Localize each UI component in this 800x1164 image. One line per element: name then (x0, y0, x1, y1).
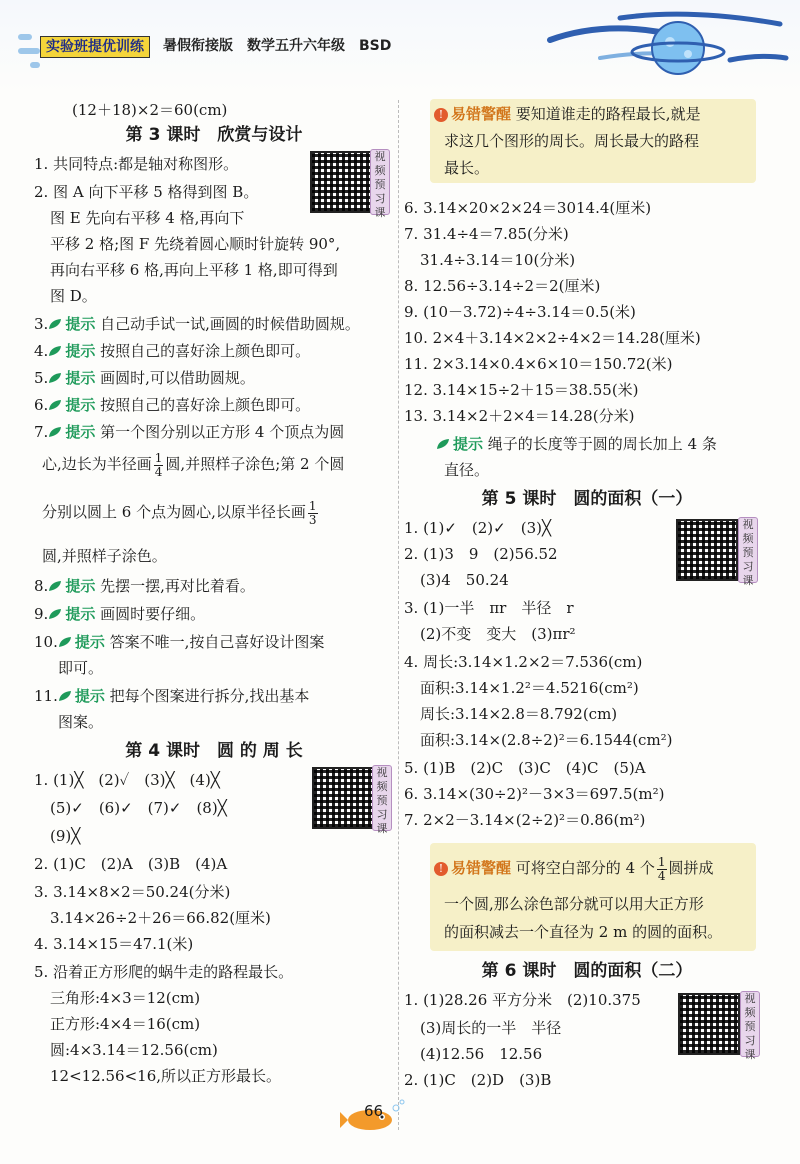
fraction (657, 856, 667, 883)
planet-icon (540, 10, 790, 80)
answer-line: 1. (1)╳ (2)✓ (3)╳ (4)╳ (34, 771, 220, 789)
answer-line: 7. 2×2－3.14×(2÷2)²＝0.86(m²) (404, 811, 646, 829)
hint-text: 先摆一摆,再对比着看。 (100, 577, 255, 595)
leaf-icon (58, 690, 72, 702)
header-decor-bar (30, 62, 40, 68)
hint-line (34, 340, 310, 362)
fraction-numerator: 1 (308, 498, 317, 513)
fraction-denominator: 4 (657, 868, 666, 883)
answer-line: 正方形:4×4＝16(cm) (50, 1015, 201, 1033)
page-number: 66 (364, 1102, 384, 1120)
leaf-icon (58, 636, 72, 648)
item-number: 7. (34, 423, 49, 441)
qr-code[interactable] (312, 767, 374, 829)
lesson-6-title: 第 6 课时 圆的面积（二） (481, 961, 693, 981)
item-number: 8. (34, 577, 49, 595)
warning-label: 易错警醒 (451, 859, 512, 877)
answer-line: 图 D。 (50, 287, 97, 305)
item-number: 6. (34, 396, 49, 414)
answer-line: 9. (10－3.72)÷4÷3.14＝0.5(米) (404, 303, 636, 321)
answer-line: 图 E 先向右平移 4 格,再向下 (50, 209, 245, 227)
hint-line (34, 685, 309, 707)
hint-label: 提示 (65, 423, 96, 441)
answer-line: (2)不变 变大 (3)πr² (420, 625, 576, 643)
answer-line: 平移 2 格;图 F 先绕着圆心顺时针旋转 90°, (50, 235, 341, 253)
hint-text: 心,边长为半径画 (42, 455, 152, 473)
answer-line: 2. (1)C (2)D (3)B (404, 1071, 552, 1089)
hint-line (34, 421, 344, 443)
answer-line: 13. 3.14×2＋2×4＝14.28(分米) (404, 407, 635, 425)
hint-text: 画圆时要仔细。 (100, 605, 206, 623)
answer-line: (4)12.56 12.56 (420, 1045, 543, 1063)
hint-line (42, 447, 344, 481)
qr-code[interactable] (678, 993, 740, 1055)
warning-line: 求这几个图形的周长。周长最大的路程 (444, 132, 700, 150)
item-number: 9. (34, 605, 49, 623)
leaf-icon (48, 372, 62, 384)
hint-text: 第一个图分别以正方形 4 个顶点为圆 (100, 423, 345, 441)
answer-line: 2. 图 A 向下平移 5 格得到图 B。 (34, 183, 259, 201)
item-number: 3. (34, 315, 49, 333)
carry-line: (12＋18)×2＝60(cm) (72, 101, 228, 119)
qr-tag: 视频预习课 (740, 991, 760, 1057)
leaf-icon (48, 580, 62, 592)
answer-line: 6. 3.14×20×2×24＝3014.4(厘米) (404, 199, 652, 217)
leaf-icon (436, 438, 450, 450)
leaf-icon (48, 426, 62, 438)
leaf-icon (48, 608, 62, 620)
fraction-denominator: 3 (308, 512, 317, 527)
answer-line: 2. (1)3 9 (2)56.52 (404, 545, 558, 563)
exclamation-icon: ! (434, 862, 448, 876)
hint-line (436, 433, 717, 455)
answer-line: 3. 3.14×8×2＝50.24(分米) (34, 883, 231, 901)
answer-line: 圆:4×3.14＝12.56(cm) (50, 1041, 218, 1059)
item-number: 11. (34, 687, 58, 705)
warning-text: 圆拼成 (668, 859, 714, 877)
fraction-numerator: 1 (154, 450, 163, 465)
warning-line: 最长。 (444, 159, 490, 177)
answer-line: 周长:3.14×2.8＝8.792(cm) (420, 705, 618, 723)
answer-line: 面积:3.14×1.2²＝4.5216(cm²) (420, 679, 639, 697)
answer-line: 12<12.56<16,所以正方形最长。 (50, 1067, 282, 1085)
answer-line: 7. 31.4÷4＝7.85(分米) (404, 225, 569, 243)
answer-line: 5. (1)B (2)C (3)C (4)C (5)A (404, 759, 646, 777)
hint-label: 提示 (65, 342, 96, 360)
answer-line: 12. 3.14×15÷2＋15＝38.55(米) (404, 381, 639, 399)
hint-label: 提示 (65, 369, 96, 387)
answer-line: 6. 3.14×(30÷2)²－3×3＝697.5(m²) (404, 785, 665, 803)
qr-code[interactable] (310, 151, 372, 213)
answer-line: 4. 周长:3.14×1.2×2＝7.536(cm) (404, 653, 643, 671)
hint-label: 提示 (65, 315, 96, 333)
answer-line: 4. 3.14×15＝47.1(米) (34, 935, 194, 953)
series-badge: 实验班提优训练 (40, 36, 150, 58)
hint-line: 即可。 (58, 659, 104, 677)
hint-text: 圆,并照样子涂色;第 2 个圆 (165, 455, 345, 473)
answer-line: (3)4 50.24 (420, 571, 509, 589)
hint-line: 圆,并照样子涂色。 (42, 547, 167, 565)
item-number: 5. (34, 369, 49, 387)
hint-line (34, 394, 310, 416)
hint-label: 提示 (65, 577, 96, 595)
answer-line: 5. 沿着正方形爬的蜗牛走的路程最长。 (34, 963, 294, 981)
answer-line: 31.4÷3.14＝10(分米) (420, 251, 576, 269)
answer-line: (3)周长的一半 半径 (420, 1019, 562, 1037)
hint-label: 提示 (65, 396, 96, 414)
warning-line: 一个圆,那么涂色部分就可以用大正方形 (444, 895, 704, 913)
hint-line (34, 631, 324, 653)
warning-line: 的面积减去一个直径为 2 m 的圆的面积。 (444, 923, 723, 941)
answer-line: 3.14×26÷2＋26＝66.82(厘米) (50, 909, 271, 927)
hint-label: 提示 (74, 633, 105, 651)
fraction (154, 452, 164, 479)
fraction-denominator: 4 (154, 464, 163, 479)
leaf-icon (48, 318, 62, 330)
qr-code[interactable] (676, 519, 738, 581)
answer-line: 再向右平移 6 格,再向上平移 1 格,即可得到 (50, 261, 338, 279)
qr-tag: 视频预习课 (372, 765, 392, 831)
item-number: 4. (34, 342, 49, 360)
hint-text: 画圆时,可以借助圆规。 (100, 369, 255, 387)
hint-text: 按照自己的喜好涂上颜色即可。 (100, 342, 311, 360)
answer-line: 三角形:4×3＝12(cm) (50, 989, 201, 1007)
hint-line (34, 313, 360, 335)
hint-line (34, 603, 205, 625)
hint-text: 分别以圆上 6 个点为圆心,以原半径长画 (42, 503, 306, 521)
header-decor-bar (18, 48, 40, 54)
answer-line: 面积:3.14×(2.8÷2)²＝6.1544(cm²) (420, 731, 673, 749)
lesson-3-title: 第 3 课时 欣赏与设计 (125, 125, 303, 145)
hint-line (42, 495, 320, 529)
hint-line: 图案。 (58, 713, 104, 731)
hint-label: 提示 (453, 435, 484, 453)
fraction (308, 500, 318, 527)
hint-label: 提示 (65, 605, 96, 623)
answer-line: 11. 2×3.14×0.4×6×10＝150.72(米) (404, 355, 673, 373)
answer-line: 3. (1)一半 πr 半径 r (404, 599, 574, 617)
leaf-icon (48, 399, 62, 411)
header-decor-bar (18, 34, 32, 40)
column-divider (398, 100, 399, 1130)
answer-line: 8. 12.56÷3.14÷2＝2(厘米) (404, 277, 601, 295)
hint-line (34, 575, 255, 597)
warning-line (434, 851, 714, 885)
hint-label: 提示 (74, 687, 105, 705)
answer-line: (5)✓ (6)✓ (7)✓ (8)╳ (50, 799, 227, 817)
answer-line: (9)╳ (50, 827, 81, 845)
answer-line: 1. (1)✓ (2)✓ (3)╳ (404, 519, 551, 537)
exclamation-icon: ! (434, 108, 448, 122)
qr-tag: 视频预习课 (738, 517, 758, 583)
series-title: 暑假衔接版 数学五升六年级 BSD (163, 38, 392, 54)
answer-line: 10. 2×4＋3.14×2×2÷4×2＝14.28(厘米) (404, 329, 701, 347)
hint-line: 直径。 (444, 461, 490, 479)
warning-line (434, 103, 701, 125)
warning-label: 易错警醒 (451, 105, 512, 123)
qr-tag: 视频预习课 (370, 149, 390, 215)
lesson-5-title: 第 5 课时 圆的面积（一） (481, 489, 693, 509)
hint-text: 把每个图案进行拆分,找出基本 (109, 687, 310, 705)
hint-text: 自己动手试一试,画圆的时候借助圆规。 (100, 315, 360, 333)
item-number: 10. (34, 633, 58, 651)
hint-line (34, 367, 255, 389)
leaf-icon (48, 345, 62, 357)
page-header (0, 0, 800, 92)
lesson-4-title: 第 4 课时 圆 的 周 长 (125, 741, 303, 761)
answer-line: 2. (1)C (2)A (3)B (4)A (34, 855, 228, 873)
warning-text: 要知道谁走的路程最长,就是 (515, 105, 701, 123)
answer-line: 1. 共同特点:都是轴对称图形。 (34, 155, 239, 173)
warning-text: 可将空白部分的 4 个 (515, 859, 655, 877)
fraction-numerator: 1 (657, 854, 666, 869)
answer-line: 1. (1)28.26 平方分米 (2)10.375 (404, 991, 641, 1009)
hint-text: 按照自己的喜好涂上颜色即可。 (100, 396, 311, 414)
hint-text: 答案不唯一,按自己喜好设计图案 (109, 633, 325, 651)
hint-text: 绳子的长度等于圆的周长加上 4 条 (487, 435, 717, 453)
